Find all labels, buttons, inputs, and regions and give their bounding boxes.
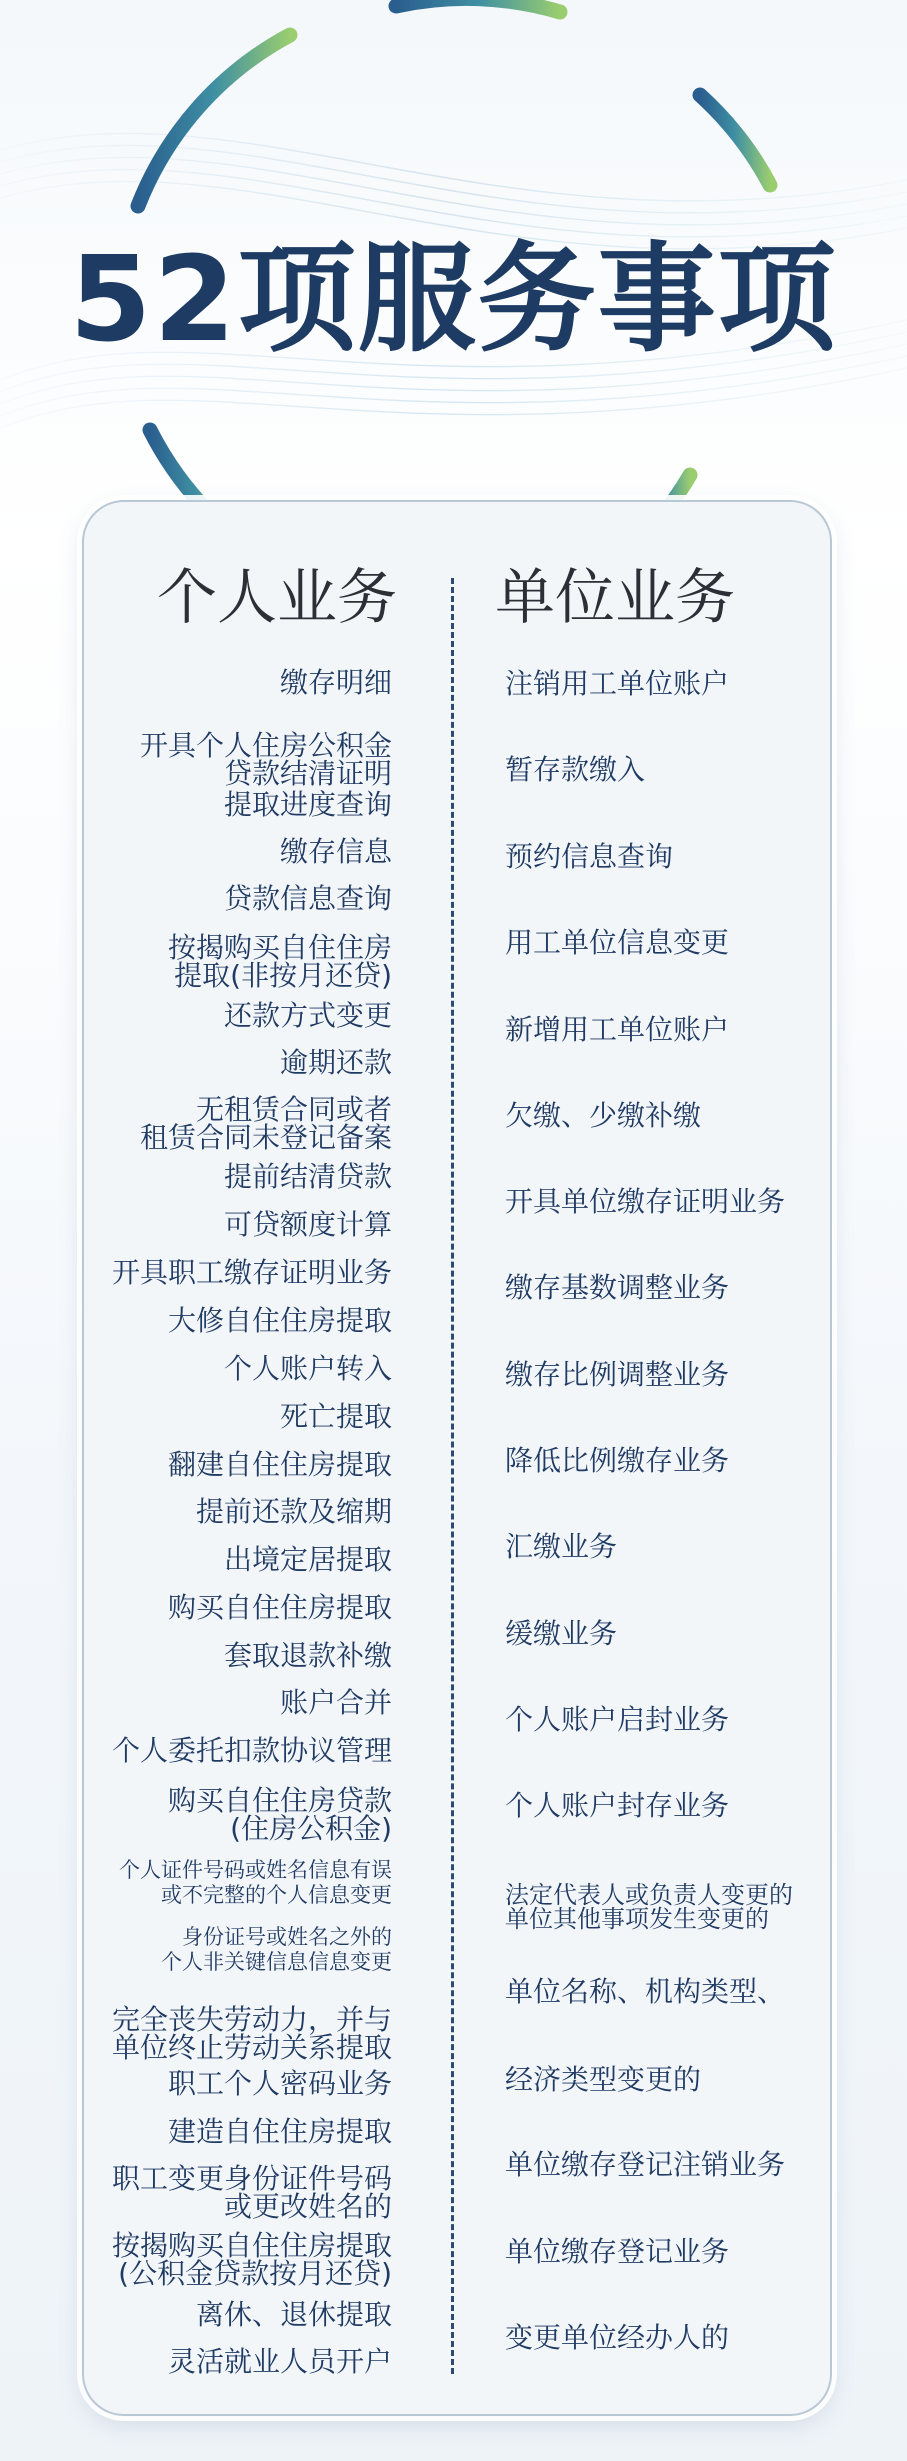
unit-business-item	[505, 1099, 702, 1132]
personal-business-item-line: 职工变更身份证件号码	[111, 2162, 392, 2195]
personal-business-item	[195, 1495, 392, 1528]
unit-business-item	[505, 2235, 730, 2268]
personal-business-item-line: 提前还款及缩期	[195, 1495, 392, 1528]
personal-business-item	[111, 1256, 392, 1289]
personal-business-item-line: 开具职工缴存证明业务	[111, 1256, 392, 1289]
personal-business-item-line: 或不完整的个人信息变更	[161, 1883, 392, 1907]
personal-business-item-line: 购买自住住房提取	[167, 1591, 392, 1624]
unit-business-item	[505, 1883, 793, 1931]
personal-business-item-line: 个人委托扣款协议管理	[111, 1734, 392, 1767]
personal-business-item	[167, 1591, 392, 1624]
personal-business-item	[139, 729, 392, 790]
personal-business-item	[167, 2345, 392, 2378]
personal-business-item	[223, 1208, 392, 1241]
unit-business-item	[505, 926, 730, 959]
unit-business-item-line: 开具单位缴存证明业务	[505, 1185, 786, 1218]
personal-business-item-line: 大修自住住房提取	[167, 1304, 392, 1337]
unit-business-item	[505, 1617, 618, 1650]
personal-business-item	[111, 2003, 392, 2064]
unit-business-item-line: 缓缴业务	[505, 1617, 618, 1650]
personal-business-item-line: 完全丧失劳动力，并与	[111, 2003, 392, 2036]
unit-business-item-line: 经济类型变更的	[505, 2063, 702, 2096]
personal-business-item-line: 离休、退休提取	[195, 2298, 392, 2331]
personal-business-item-line: 账户合并	[279, 1686, 392, 1719]
unit-business-item-line: 汇缴业务	[505, 1530, 618, 1563]
unit-business-item	[505, 1185, 786, 1218]
unit-business-item-line: 个人账户启封业务	[505, 1703, 730, 1736]
personal-business-item-line: 或更改姓名的	[223, 2190, 392, 2223]
personal-business-item	[167, 931, 392, 992]
personal-business-item	[223, 1352, 392, 1385]
personal-business-item	[279, 666, 392, 699]
unit-business-item-line: 单位其他事项发生变更的	[505, 1905, 769, 1933]
unit-business-item	[505, 1358, 730, 1391]
personal-business-item-line: (公积金贷款按月还贷)	[118, 2257, 392, 2290]
personal-business-item	[111, 2229, 392, 2290]
personal-business-item	[167, 2115, 392, 2148]
personal-business-item	[223, 882, 392, 915]
personal-business-item	[167, 1304, 392, 1337]
unit-business-item	[505, 1271, 730, 1304]
personal-business-item-line: 身份证号或姓名之外的	[182, 1924, 392, 1949]
personal-business-item	[119, 1858, 392, 1908]
personal-business-item-line: 贷款信息查询	[223, 882, 392, 915]
personal-business-item-line: 个人非关键信息信息变更	[161, 1950, 392, 1974]
personal-business-item	[279, 835, 392, 868]
unit-business-item-line: 欠缴、少缴补缴	[505, 1099, 702, 1132]
personal-business-item-line: 提前结清贷款	[223, 1160, 392, 1193]
personal-business-item	[279, 1046, 392, 1079]
personal-business-heading: 个人业务	[157, 563, 397, 633]
personal-business-item	[279, 1686, 392, 1719]
personal-business-item	[167, 1784, 392, 1845]
unit-business-item	[505, 1444, 730, 1477]
unit-business-item	[505, 753, 646, 786]
personal-business-item-line: 贷款结清证明	[223, 757, 392, 790]
unit-business-heading: 单位业务	[495, 563, 735, 633]
personal-business-item-line: 提取进度查询	[223, 788, 392, 821]
unit-business-item	[505, 667, 730, 700]
unit-business-item-line: 个人账户封存业务	[505, 1789, 730, 1822]
personal-business-item	[223, 1160, 392, 1193]
unit-business-item	[505, 1013, 730, 1046]
personal-business-item-line: 缴存信息	[279, 835, 392, 868]
column-divider	[451, 578, 454, 2374]
personal-business-item	[223, 1639, 392, 1672]
personal-business-item-line: 职工个人密码业务	[167, 2067, 392, 2100]
unit-business-item-line: 缴存基数调整业务	[505, 1271, 730, 1304]
unit-business-item-line: 暂存款缴入	[505, 753, 646, 786]
personal-business-item	[111, 2162, 392, 2223]
personal-business-item-line: 缴存明细	[279, 666, 392, 699]
personal-business-item-line: 单位终止劳动关系提取	[111, 2031, 392, 2064]
personal-business-item-line: 个人证件号码或姓名信息有误	[119, 1857, 392, 1882]
unit-business-item	[505, 2063, 702, 2096]
personal-business-item-line: 可贷额度计算	[223, 1208, 392, 1241]
personal-business-item-line: 还款方式变更	[223, 999, 392, 1032]
personal-business-item	[223, 788, 392, 821]
unit-business-item	[505, 840, 674, 873]
unit-business-item-line: 用工单位信息变更	[505, 926, 730, 959]
unit-business-item	[505, 2148, 786, 2181]
unit-business-item-line: 预约信息查询	[505, 840, 674, 873]
personal-business-item	[223, 999, 392, 1032]
personal-business-item-line: 按揭购买自住住房提取	[111, 2229, 392, 2262]
unit-business-item-line: 变更单位经办人的	[505, 2321, 730, 2354]
unit-business-item-line: 降低比例缴存业务	[505, 1444, 730, 1477]
personal-business-item-line: 无租赁合同或者	[195, 1093, 392, 1126]
personal-business-item-line: 按揭购买自住住房	[167, 931, 392, 964]
personal-business-item	[223, 1543, 392, 1576]
unit-business-item-line: 单位缴存登记注销业务	[505, 2148, 786, 2181]
personal-business-item-line: 死亡提取	[279, 1400, 392, 1433]
personal-business-item	[167, 2067, 392, 2100]
unit-business-item-line: 法定代表人或负责人变更的	[505, 1881, 793, 1909]
page-title: 52项服务事项	[69, 230, 838, 368]
personal-business-item-line: 灵活就业人员开户	[167, 2345, 392, 2378]
personal-business-item	[195, 2298, 392, 2331]
personal-business-item-line: 开具个人住房公积金	[139, 729, 392, 762]
unit-business-item	[505, 2321, 730, 2354]
personal-business-item	[111, 1734, 392, 1767]
personal-business-item	[167, 1448, 392, 1481]
personal-business-item-line: 逾期还款	[279, 1046, 392, 1079]
personal-business-item-line: (住房公积金)	[230, 1812, 392, 1845]
personal-business-item	[139, 1093, 392, 1154]
personal-business-item	[279, 1400, 392, 1433]
personal-business-item-line: 套取退款补缴	[223, 1639, 392, 1672]
unit-business-item	[505, 1975, 786, 2008]
personal-business-item-line: 出境定居提取	[223, 1543, 392, 1576]
personal-business-item-line: 提取(非按月还贷)	[174, 959, 392, 992]
personal-business-item	[161, 1925, 392, 1975]
personal-business-item-line: 建造自住住房提取	[167, 2115, 392, 2148]
unit-business-item	[505, 1703, 730, 1736]
unit-business-item-line: 新增用工单位账户	[505, 1013, 730, 1046]
unit-business-item	[505, 1789, 730, 1822]
unit-business-item-line: 缴存比例调整业务	[505, 1358, 730, 1391]
unit-business-item	[505, 1530, 618, 1563]
unit-business-item-line: 单位缴存登记业务	[505, 2235, 730, 2268]
personal-business-item-line: 翻建自住住房提取	[167, 1448, 392, 1481]
personal-business-item-line: 购买自住住房贷款	[167, 1784, 392, 1817]
unit-business-item-line: 注销用工单位账户	[505, 667, 730, 700]
unit-business-item-line: 单位名称、机构类型、	[505, 1975, 786, 2008]
personal-business-item-line: 租赁合同未登记备案	[139, 1121, 392, 1154]
personal-business-item-line: 个人账户转入	[223, 1352, 392, 1385]
